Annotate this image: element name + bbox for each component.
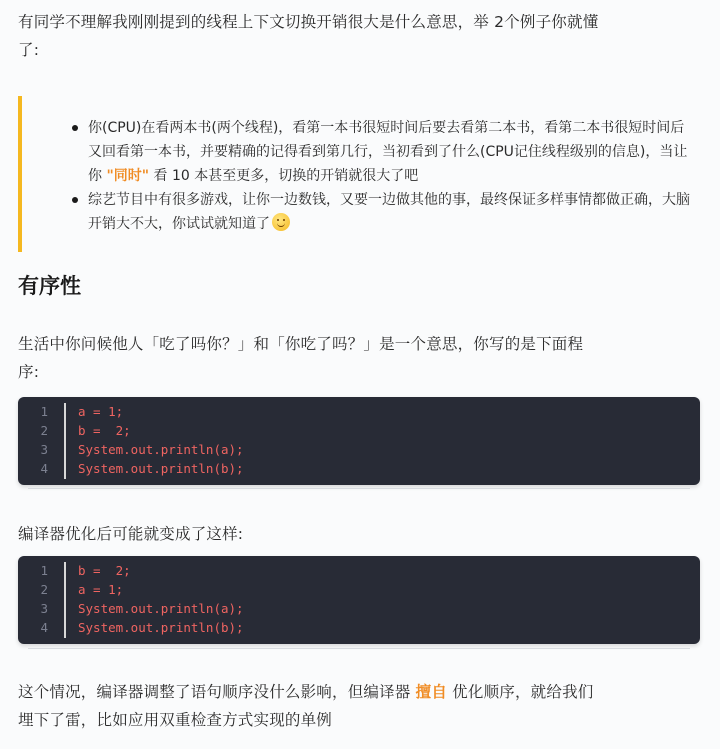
code-text: a = 1; (78, 404, 124, 419)
item1-text-pre: 你(CPU)在看两本书(两个线程)，看第一本书很短时间后要去看第二本书，看第二本书很短时间后又回看第一本书，并要精确的记得看到第几行，当初看到了什么(CPU记住线程级别的信息)，当让你 (88, 120, 688, 184)
line-number: 3 (40, 442, 48, 457)
situation-text-post: 优化顺序，就给我们 (447, 683, 594, 701)
code-text: b = 2; (78, 423, 131, 438)
intro-paragraph (18, 8, 708, 64)
line-number: 4 (40, 461, 48, 476)
intro-line-1: 有同学不理解我刚刚提到的线程上下文切换开销很大是什么意思，举 2个例子你就懂 (18, 13, 599, 31)
code-text: System.out.println(a); (78, 601, 244, 616)
code-block-reordered (18, 556, 700, 644)
example-list (72, 116, 692, 236)
line-number: 1 (40, 563, 48, 578)
intro-line-2: 了: (18, 41, 40, 59)
item1-text-post: 看 10 本甚至更多，切换的开销就很大了吧 (149, 168, 419, 184)
line-number-separator (64, 403, 66, 479)
compiler-paragraph: 编译器优化后可能就变成了这样: (18, 525, 244, 543)
code-text: b = 2; (78, 563, 131, 578)
code-block-original (18, 397, 700, 485)
life-line-1: 生活中你问候他人「吃了吗你？」和「你吃了吗？」是一个意思，你写的是下面程 (18, 335, 584, 353)
line-number: 1 (40, 404, 48, 419)
section-heading: 有序性 (18, 274, 81, 298)
line-number: 3 (40, 601, 48, 616)
divider (28, 488, 690, 489)
highlight-simultaneous: "同时" (106, 168, 150, 184)
list-item (72, 116, 692, 188)
situation-text-pre: 这个情况，编译器调整了语句顺序没什么影响，但编译器 (18, 683, 416, 701)
item2-text: 综艺节目中有很多游戏，让你一边数钱，又要一边做其他的事，最终保证多样事情都做正确，大脑开销大不大，你试试就知道了 (88, 192, 690, 232)
situation-paragraph (18, 678, 708, 734)
line-number: 2 (40, 582, 48, 597)
code-text: System.out.println(b); (78, 461, 244, 476)
line-number: 4 (40, 620, 48, 635)
code-text: a = 1; (78, 582, 124, 597)
highlight-arbitrary: 擅自 (415, 683, 448, 701)
life-paragraph (18, 330, 708, 386)
situation-line-2: 埋下了雷，比如应用双重检查方式实现的单例 (18, 711, 333, 729)
divider (28, 648, 690, 649)
code-text: System.out.println(a); (78, 442, 244, 457)
list-item (72, 188, 692, 236)
blockquote (18, 96, 712, 252)
situation-line-1 (18, 678, 708, 706)
smiling-face-icon (272, 213, 290, 231)
life-line-2: 序: (18, 363, 40, 381)
code-text: System.out.println(b); (78, 620, 244, 635)
line-number-separator (64, 562, 66, 638)
line-number: 2 (40, 423, 48, 438)
